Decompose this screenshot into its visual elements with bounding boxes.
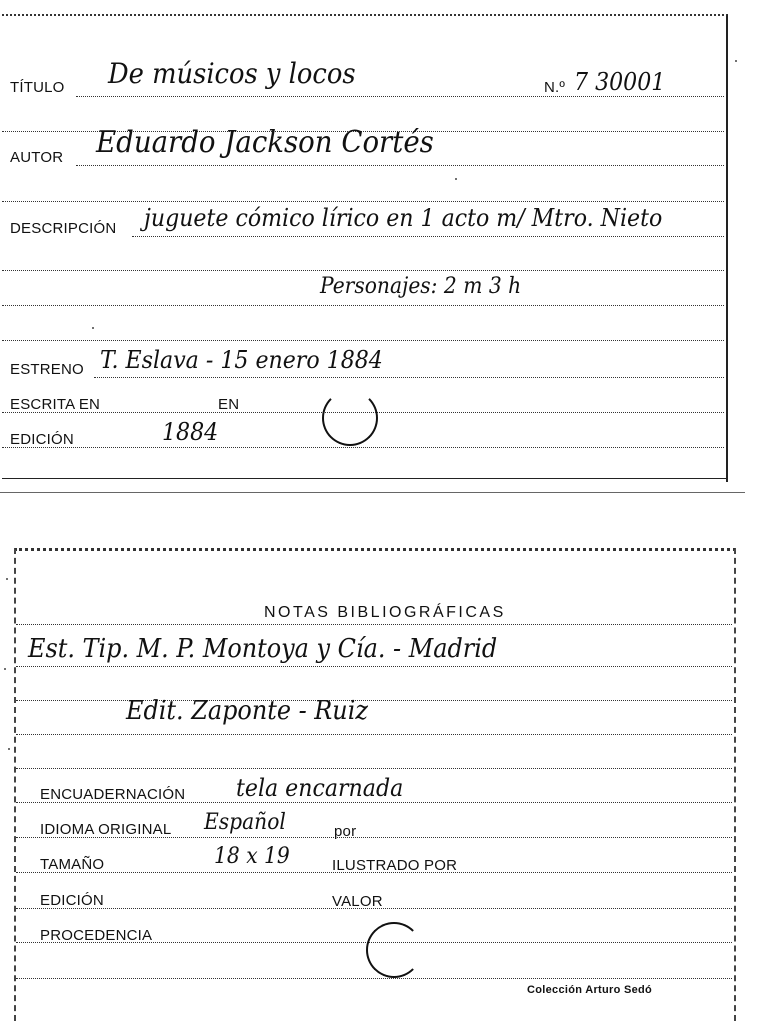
edicion-value: 1884 xyxy=(162,418,219,446)
stamp-circle xyxy=(366,922,422,978)
estreno-label: ESTRENO xyxy=(10,361,84,378)
card-divider xyxy=(0,492,745,493)
rule-autor xyxy=(76,165,724,166)
ink-speck xyxy=(8,748,10,750)
tamano-value: 18 x 19 xyxy=(214,844,290,869)
rule-blank-2 xyxy=(2,305,724,306)
tamano-label: TAMAÑO xyxy=(40,856,105,873)
rule-blank-3 xyxy=(2,340,724,341)
escrita-en-label: ESCRITA EN xyxy=(10,396,101,413)
rule-notas-5 xyxy=(16,768,732,769)
titulo-label: TÍTULO xyxy=(10,79,65,96)
catalog-card-front xyxy=(0,0,759,495)
por-label: por xyxy=(334,823,357,840)
catalog-card-back xyxy=(0,538,759,1028)
stamp-circle xyxy=(322,390,378,446)
rule-bottom xyxy=(2,478,726,479)
rule-blank-1 xyxy=(2,270,724,271)
titulo-value: De músicos y locos xyxy=(108,57,356,90)
edicion-label-2: EDICIÓN xyxy=(40,892,104,909)
valor-label: VALOR xyxy=(332,893,383,910)
estreno-value: T. Eslava - 15 enero 1884 xyxy=(100,346,383,374)
ink-speck xyxy=(735,60,737,62)
rule-below-autor xyxy=(2,201,724,202)
ink-speck xyxy=(4,668,6,670)
en-label: EN xyxy=(218,396,240,413)
notas-heading: NOTAS BIBLIOGRÁFICAS xyxy=(264,604,506,621)
rule-edicion xyxy=(2,447,724,448)
rule-descripcion xyxy=(132,236,724,237)
rule-estreno xyxy=(94,377,724,378)
rule-notas-3 xyxy=(16,700,732,701)
collection-footer: Colección Arturo Sedó xyxy=(527,984,653,996)
procedencia-label: PROCEDENCIA xyxy=(40,927,153,944)
encuadernacion-value: tela encarnada xyxy=(236,774,404,802)
descripcion-label: DESCRIPCIÓN xyxy=(10,220,117,237)
idioma-value: Español xyxy=(204,810,286,835)
rule-last xyxy=(16,978,732,979)
nota-line-2: Edit. Zaponte - Ruiz xyxy=(126,696,368,726)
ink-speck xyxy=(92,327,94,329)
rule-titulo xyxy=(76,96,724,97)
descripcion-value-2: Personajes: 2 m 3 h xyxy=(320,274,522,299)
edicion-label: EDICIÓN xyxy=(10,431,74,448)
ink-speck xyxy=(455,178,457,180)
autor-label: AUTOR xyxy=(10,149,64,166)
rule-notas-4 xyxy=(16,734,732,735)
rule-notas-2 xyxy=(16,666,732,667)
encuadernacion-label: ENCUADERNACIÓN xyxy=(40,786,186,803)
idioma-label: IDIOMA ORIGINAL xyxy=(40,821,172,838)
ink-speck xyxy=(6,578,8,580)
autor-value: Eduardo Jackson Cortés xyxy=(96,125,434,160)
ilustrado-label: ILUSTRADO POR xyxy=(332,857,458,874)
descripcion-value: juguete cómico lírico en 1 acto m/ Mtro. Nieto xyxy=(144,204,663,232)
nota-line-1: Est. Tip. M. P. Montoya y Cía. - Madrid xyxy=(28,634,498,664)
rule-notas-1 xyxy=(16,624,732,625)
numero-label: N.º xyxy=(544,79,566,96)
numero-value: 7 30001 xyxy=(574,68,666,96)
